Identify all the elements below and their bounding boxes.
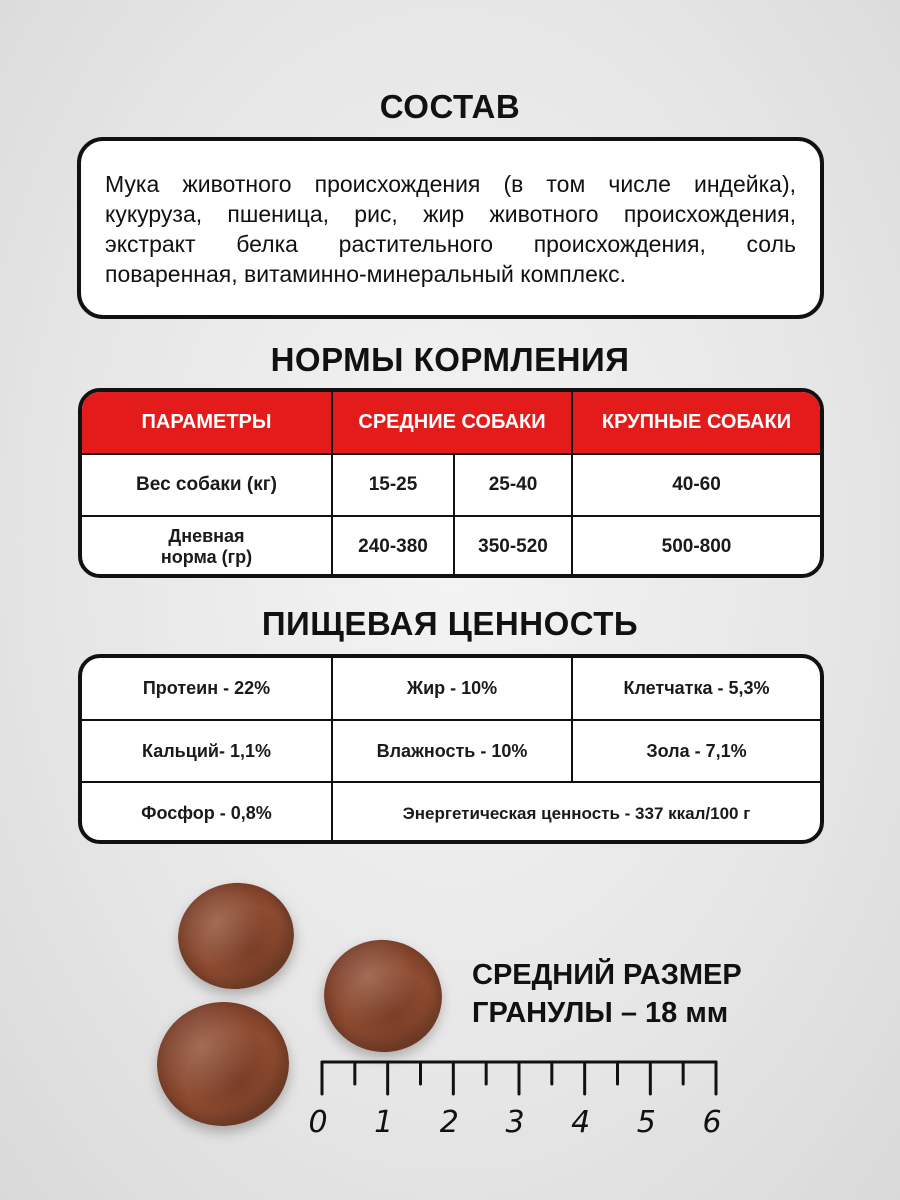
granule-size-label [472,956,762,1032]
ruler-number: 3 [505,1105,525,1140]
row-label: Вес собаки (кг) [82,454,332,516]
table-cell: Протеин - 22% [82,658,332,720]
composition-box [77,137,824,319]
granule-image [171,875,301,996]
composition-heading: СОСТАВ [379,88,521,125]
table-cell: Зола - 7,1% [572,720,820,782]
nutrition-table [78,654,824,844]
row-label [82,516,332,576]
table-row [82,782,820,844]
table-cell: 40-60 [572,454,820,516]
ruler-number: 6 [702,1105,722,1140]
table-cell: Клетчатка - 5,3% [572,658,820,720]
table-row [82,516,820,576]
ruler-number: 5 [636,1105,656,1140]
ruler-number: 2 [439,1105,459,1140]
row-label-line: Дневная [168,525,245,546]
table-cell: 25-40 [454,454,572,516]
table-cell: 350-520 [454,516,572,576]
table-cell-energy: Энергетическая ценность - 337 ккал/100 г [332,782,820,844]
feeding-heading: НОРМЫ КОРМЛЕНИЯ [270,341,630,378]
table-row [82,720,820,782]
ruler [300,1048,740,1148]
ruler-number: 1 [374,1105,394,1140]
ruler-number: 0 [308,1105,328,1140]
table-cell: Фосфор - 0,8% [82,782,332,844]
composition-text: Мука животного происхождения (в том числе индейка), кукуруза, пшеница, рис, жир животного происхождения, экстракт белка растительного происхождения, соль поваренная, витаминно-минеральный комплекс. [105,171,796,287]
ruler-number: 4 [571,1105,591,1140]
header-large-dogs: КРУПНЫЕ СОБАКИ [572,392,820,454]
header-parameters: ПАРАМЕТРЫ [82,392,332,454]
table-row [82,454,820,516]
header-medium-dogs: СРЕДНИЕ СОБАКИ [332,392,572,454]
table-cell: Жир - 10% [332,658,572,720]
table-cell: Кальций- 1,1% [82,720,332,782]
table-cell: 500-800 [572,516,820,576]
granule-size-line: СРЕДНИЙ РАЗМЕР [472,959,742,991]
table-cell: 15-25 [332,454,454,516]
granule-image [315,931,451,1062]
granule-size-line: ГРАНУЛЫ – 18 мм [472,997,729,1029]
table-cell: Влажность - 10% [332,720,572,782]
granule-image [153,998,293,1131]
table-cell: 240-380 [332,516,454,576]
nutrition-heading: ПИЩЕВАЯ ЦЕННОСТЬ [261,605,639,642]
row-label-line: норма (гр) [160,546,253,567]
feeding-table [78,388,824,578]
table-row [82,658,820,720]
